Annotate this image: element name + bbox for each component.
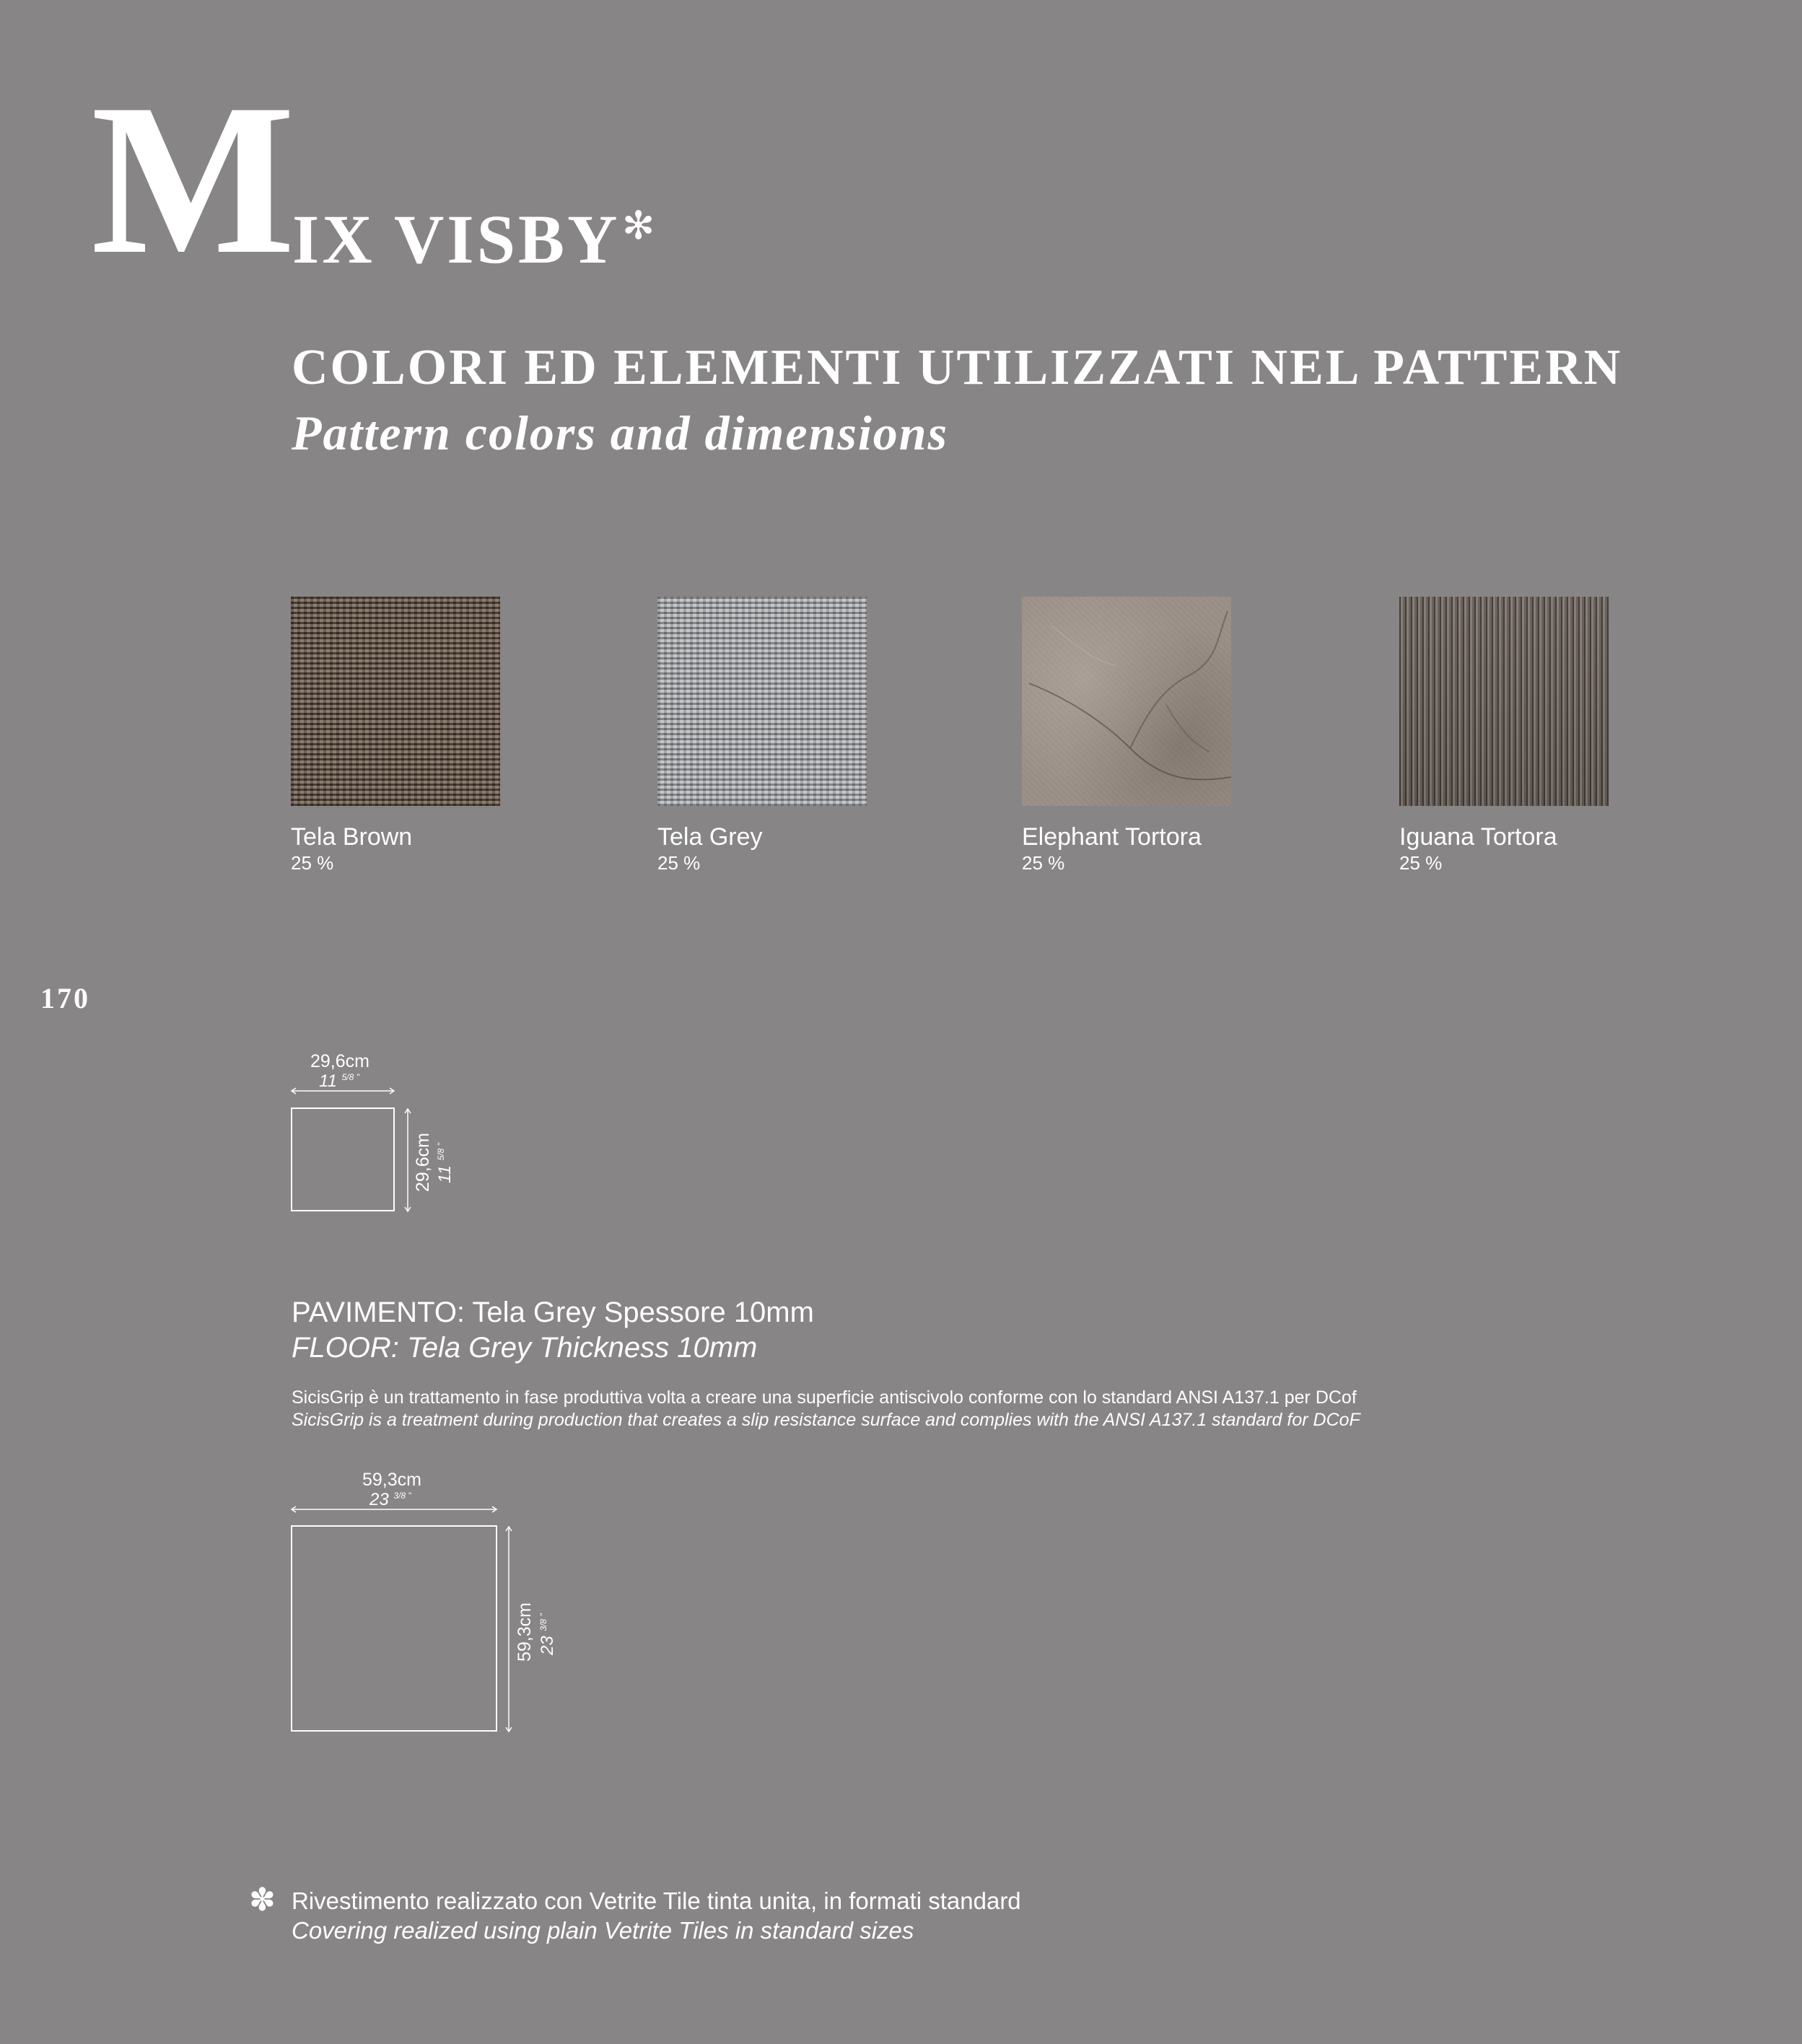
floor-description-en: FLOOR: Tela Grey Thickness 10mm (292, 1332, 758, 1364)
swatch-percent: 25 % (1022, 852, 1065, 874)
flower-asterisk-icon: ✽ (249, 1882, 276, 1918)
swatch-name: Iguana Tortora (1399, 823, 1557, 851)
small-tile-height-in: 11 $^{5/8 "}$ (435, 1143, 455, 1183)
sicisgrip-note-en: SicisGrip is a treatment during production that creates a slip resistance surface and complies with the ANSI A137.1 standard for DCoF (292, 1410, 1360, 1430)
large-tile-height-cm: 59,3cm (515, 1602, 535, 1662)
page-title: IX VISBY (292, 201, 621, 278)
large-tile-width-cm: 59,3cm (362, 1470, 421, 1490)
floor-description-it: PAVIMENTO: Tela Grey Spessore 10mm (292, 1297, 814, 1328)
small-tile-width-arrow (290, 1087, 395, 1095)
large-tile-outline (291, 1525, 497, 1732)
section-heading-it: COLORI ED ELEMENTI UTILIZZATI NEL PATTERN (292, 340, 1623, 395)
page-number: 170 (40, 982, 90, 1014)
stone-veins (1022, 597, 1231, 806)
swatch-percent: 25 % (657, 852, 701, 874)
small-tile-height-arrow (403, 1107, 412, 1213)
swatch-percent: 25 % (291, 852, 334, 874)
large-tile-width-in: 23 $^{3/8 "}$ (369, 1490, 411, 1509)
small-tile-width-cm: 29,6cm (310, 1051, 369, 1071)
swatch-percent: 25 % (1399, 852, 1443, 874)
swatch-tela-grey (657, 597, 867, 806)
section-heading-en: Pattern colors and dimensions (292, 405, 949, 460)
large-tile-height-arrow (504, 1525, 513, 1733)
swatch-iguana-tortora (1399, 597, 1609, 806)
footnote-it: Rivestimento realizzato con Vetrite Tile tinta unita, in formati standard (292, 1887, 1021, 1914)
large-tile-height-in: 23 $^{3/8 "}$ (538, 1613, 557, 1655)
title-initial: M (91, 59, 296, 299)
sicisgrip-note-it: SicisGrip è un trattamento in fase produttiva volta a creare una superficie antiscivolo conforme con lo standard ANSI A137.1 per DCof (292, 1387, 1357, 1408)
footnote-en: Covering realized using plain Vetrite Tiles in standard sizes (292, 1917, 914, 1944)
small-tile-width-in: 11 $^{5/8 "}$ (319, 1071, 359, 1091)
swatch-elephant-tortora (1022, 597, 1231, 806)
swatch-name: Tela Brown (291, 823, 413, 851)
large-tile-width-arrow (290, 1505, 498, 1514)
small-tile-height-cm: 29,6cm (413, 1133, 433, 1192)
swatch-tela-brown (291, 597, 500, 806)
small-tile-outline (291, 1107, 395, 1211)
swatch-name: Elephant Tortora (1022, 823, 1202, 851)
swatch-name: Tela Grey (657, 823, 763, 851)
asterisk-icon: ✻ (622, 203, 655, 248)
